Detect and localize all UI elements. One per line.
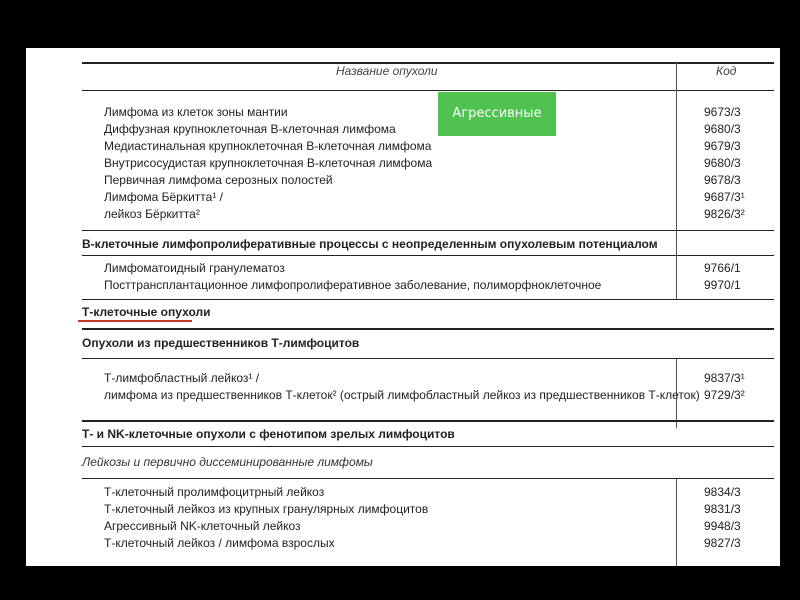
group-uncertain-b bbox=[104, 260, 780, 294]
table-row: Диффузная крупноклеточная В-клеточная лимфома 9680/3 bbox=[104, 122, 741, 136]
table-row: Медиастинальная крупноклеточная В-клеточная лимфома 9679/3 bbox=[104, 139, 741, 153]
row-divider bbox=[82, 358, 774, 359]
table-row: лимфома из предшественников Т-клеток² (острый лимфобластный лейкоз из предшественников Т-клеток) 9729/3² bbox=[104, 388, 745, 402]
row-divider bbox=[82, 446, 774, 447]
section-heading: В-клеточные лимфопролиферативные процессы с неопределенным опухолевым потенциалом bbox=[82, 237, 658, 251]
code-column-header: Код bbox=[716, 64, 737, 78]
document-page bbox=[26, 48, 780, 566]
name-column-header: Название опухоли bbox=[336, 64, 438, 78]
table-row: Лимфома из клеток зоны мантии 9673/3 bbox=[104, 105, 741, 119]
table-row: Посттрансплантационное лимфопролиферативное заболевание, полиморфноклеточное 9970/1 bbox=[104, 278, 741, 292]
section-heading: Т- и NK-клеточные опухоли с фенотипом зрелых лимфоцитов bbox=[82, 427, 455, 441]
table-row: Агрессивный NK-клеточный лейкоз 9948/3 bbox=[104, 519, 741, 533]
group-t-precursors bbox=[104, 370, 780, 404]
aggressive-label-badge: Агрессивные bbox=[438, 92, 556, 136]
row-divider bbox=[82, 299, 774, 300]
table-row: Лимфоматоидный гранулематоз 9766/1 bbox=[104, 261, 741, 275]
subsection-heading: Лейкозы и первично диссеминированные лимфомы bbox=[82, 455, 373, 469]
row-divider bbox=[82, 255, 774, 256]
table-row: Т-клеточный пролимфоцитрный лейкоз 9834/3 bbox=[104, 485, 741, 499]
table-row: Т-лимфобластный лейкоз¹ / 9837/3¹ bbox=[104, 371, 745, 385]
row-divider bbox=[82, 478, 774, 479]
table-row: Т-клеточный лейкоз / лимфома взрослых 9827/3 bbox=[104, 536, 741, 550]
table-row: лейкоз Бёркитта² 9826/3² bbox=[104, 207, 745, 221]
table-row: Лимфома Бёркитта¹ / 9687/3¹ bbox=[104, 190, 745, 204]
row-divider bbox=[82, 420, 774, 422]
group-mature-leukemias bbox=[104, 484, 780, 552]
row-divider bbox=[82, 230, 774, 231]
section-heading: Опухоли из предшественников Т-лимфоцитов bbox=[82, 336, 360, 350]
table-row: Внутрисосудистая крупноклеточная В-клеточная лимфома 9680/3 bbox=[104, 156, 741, 170]
header-bottom-border bbox=[82, 90, 774, 91]
row-divider bbox=[82, 328, 774, 330]
red-underline bbox=[78, 320, 192, 322]
section-heading: Т-клеточные опухоли bbox=[82, 305, 211, 319]
table-row: Первичная лимфома серозных полостей 9678/3 bbox=[104, 173, 741, 187]
table-row: Т-клеточный лейкоз из крупных гранулярных лимфоцитов 9831/3 bbox=[104, 502, 741, 516]
